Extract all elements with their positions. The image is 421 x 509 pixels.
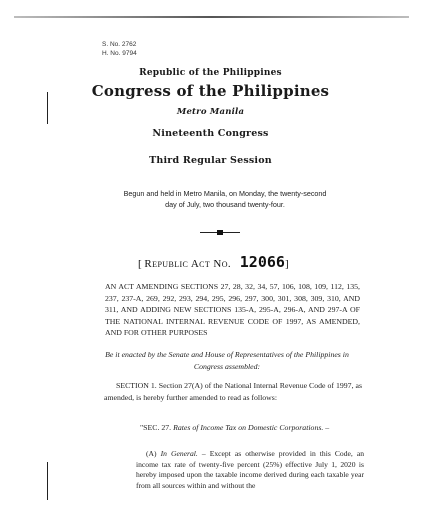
ra-bracket-close: ]	[284, 258, 289, 270]
house-bill-number: H. No. 9794	[102, 50, 137, 57]
ornament-divider	[200, 230, 240, 236]
congress-heading: Congress of the Philippines	[91, 82, 330, 100]
sec27-title: Rates of Income Tax on Domestic Corporations.	[173, 423, 324, 432]
ra-bracket-open: [	[138, 258, 142, 270]
top-border-line	[14, 16, 409, 18]
act-title: AN ACT AMENDING SECTIONS 27, 28, 32, 34, 57, 106, 108, 109, 112, 135, 237, 237-A, 269, 292, 293, 294, 295, 296, 297, 300, 301, 308, 309, 310, AND 311, AND ADDING NEW SECTIONS 135-A, 295-A, 296-A, AND 297-A OF THE NATIONAL INTERNAL REVENUE CODE OF 1997, AS AMENDED, AND FOR OTHER PURPOSES	[105, 282, 360, 337]
sec27-dash: –	[323, 423, 330, 432]
general-title: In General.	[160, 449, 198, 458]
divider-square	[217, 230, 223, 235]
sec27-lead: "SEC. 27.	[140, 423, 172, 432]
margin-mark-bottom	[47, 462, 48, 500]
enacting-clause: Be it enacted by the Senate and House of Representatives of the Philippines in Congress assembled:	[105, 350, 349, 371]
ra-number: 12066	[239, 253, 285, 271]
bill-numbers	[102, 40, 137, 58]
republic-heading: Republic of the Philippines	[139, 68, 282, 78]
senate-bill-number: S. No. 2762	[102, 41, 137, 48]
section-27-heading	[130, 422, 362, 434]
nineteenth-congress-heading: Nineteenth Congress	[152, 128, 269, 139]
republic-act-number	[138, 253, 289, 271]
in-general-paragraph	[136, 449, 364, 491]
general-body: – Except as otherwise provided in this Code, an income tax rate of twenty-five percent (25%) effective July 1, 2020 is hereby imposed upon the taxable income derived during each taxable year from all sources within and without the	[136, 449, 364, 490]
section-1-text: SECTION 1. Section 27(A) of the National Internal Revenue Code of 1997, as amended, is hereby further amended to read as follows:	[104, 381, 362, 402]
general-lead: (A)	[146, 449, 157, 458]
begun-statement: Begun and held in Metro Manila, on Monday, the twenty-second day of July, two thousand twenty-four.	[123, 189, 327, 209]
session-heading: Third Regular Session	[149, 155, 272, 166]
metro-manila-heading: Metro Manila	[176, 107, 245, 117]
ra-label: Republic Act No.	[144, 258, 232, 270]
